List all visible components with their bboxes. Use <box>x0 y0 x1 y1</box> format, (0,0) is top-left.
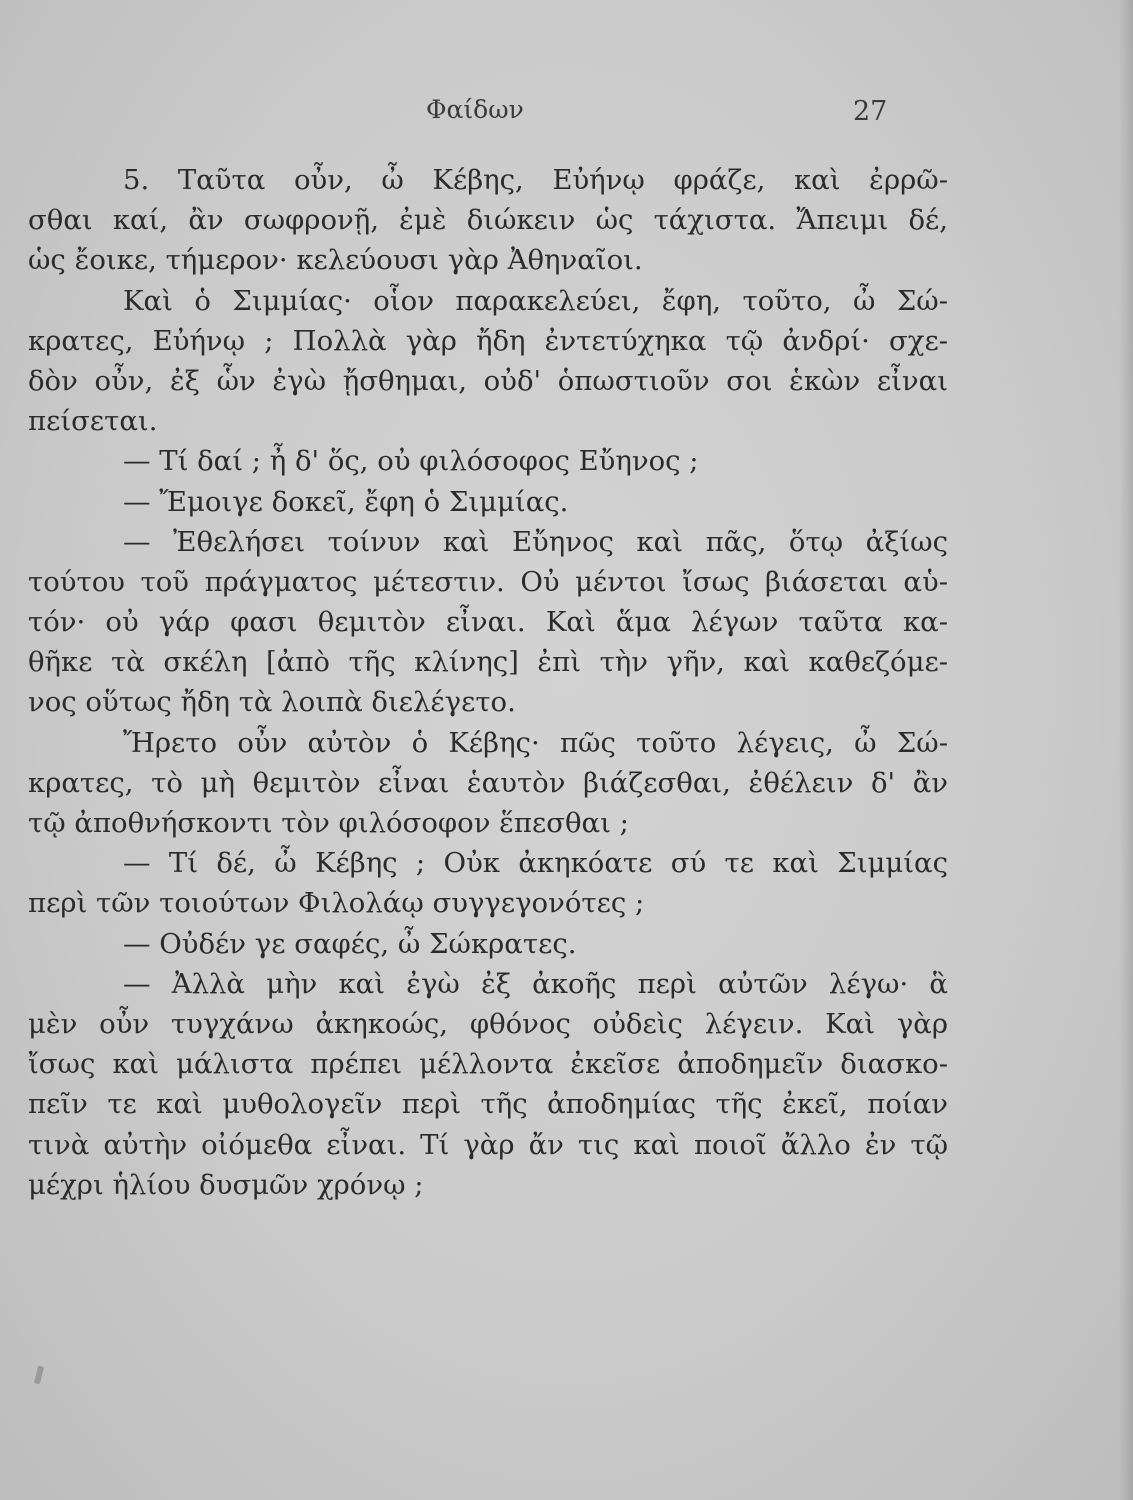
text-line: τούτου τοῦ πράγματος μέτεστιν. Οὐ μέντοι ἴσως βιάσεται αὑ- <box>28 565 948 598</box>
text-line: — Ἔμοιγε δοκεῖ, ἔφη ὁ Σιμμίας. <box>123 485 569 518</box>
page-edge-shadow <box>1119 0 1133 1500</box>
text-line: μέχρι ἡλίου δυσμῶν χρόνῳ ; <box>28 1168 424 1201</box>
text-line: τῷ ἀποθνήσκοντι τὸν φιλόσοφον ἕπεσθαι ; <box>28 807 629 839</box>
text-line: 5. Ταῦτα οὖν, ὦ Κέβης, Εὐήνῳ φράζε, καὶ ἐρρῶ- <box>123 164 948 196</box>
text-line: τινὰ αὐτὴν οἰόμεθα εἶναι. Τί γὰρ ἄν τις καὶ ποιοῖ ἄλλο ἐν τῷ <box>28 1128 948 1161</box>
text-line: δὸν οὖν, ἐξ ὧν ἐγὼ ᾔσθημαι, οὐδ' ὁπωστιοῦν σοι ἑκὼν εἶναι <box>28 364 948 397</box>
text-line: σθαι καί, ἂν σωφρονῇ, ἐμὲ διώκειν ὡς τάχιστα. Ἄπειμι δέ, <box>28 204 948 237</box>
text-line: μὲν οὖν τυγχάνω ἀκηκοώς, φθόνος οὐδεὶς λέγειν. Καὶ γὰρ <box>28 1007 948 1040</box>
text-line: κρατες, τὸ μὴ θεμιτὸν εἶναι ἑαυτὸν βιάζεσθαι, ἐθέλειν δ' ἂν <box>28 766 948 799</box>
text-line: ὡς ἔοικε, τήμερον· κελεύουσι γὰρ Ἀθηναῖοι. <box>28 244 643 277</box>
text-line: — Τί δέ, ὦ Κέβης ; Οὐκ ἀκηκόατε σύ τε καὶ Σιμμίας <box>123 847 948 880</box>
text-line: νος οὕτως ἤδη τὰ λοιπὰ διελέγετο. <box>28 686 516 719</box>
ink-smudge <box>34 1366 44 1385</box>
text-line: πεῖν τε καὶ μυθολογεῖν περὶ τῆς ἀποδημίας τῆς ἐκεῖ, ποίαν <box>28 1088 948 1121</box>
text-line: Καὶ ὁ Σιμμίας· οἷον παρακελεύει, ἔφη, τοῦτο, ὦ Σώ- <box>123 284 948 317</box>
text-line: Ἤρετο οὖν αὐτὸν ὁ Κέβης· πῶς τοῦτο λέγεις, ὦ Σώ- <box>123 726 948 759</box>
text-line: — Ἀλλὰ μὴν καὶ ἐγὼ ἐξ ἀκοῆς περὶ αὐτῶν λέγω· ἃ <box>123 967 948 1000</box>
page-number: 27 <box>853 96 888 127</box>
body-text <box>28 160 948 1205</box>
text-line: τόν· οὐ γάρ φασι θεμιτὸν εἶναι. Καὶ ἅμα λέγων ταῦτα κα- <box>28 606 948 639</box>
text-line: — Τί δαί ; ἦ δ' ὅς, οὐ φιλόσοφος Εὔηνος ; <box>123 445 699 478</box>
text-line: — Ἐθελήσει τοίνυν καὶ Εὔηνος καὶ πᾶς, ὅτῳ ἀξίως <box>123 525 948 558</box>
running-title: Φαίδων <box>426 95 524 124</box>
text-line: πείσεται. <box>28 405 158 438</box>
text-line: περὶ τῶν τοιούτων Φιλολάῳ συγγεγονότες ; <box>28 887 645 920</box>
text-line: κρατες, Εὐήνῳ ; Πολλὰ γὰρ ἤδη ἐντετύχηκα τῷ ἀνδρί· σχε- <box>28 324 948 357</box>
text-line: θῆκε τὰ σκέλη [ἀπὸ τῆς κλίνης] ἐπὶ τὴν γῆν, καὶ καθεζόμε- <box>28 646 948 679</box>
text-line: — Οὐδέν γε σαφές, ὦ Σώκρατες. <box>123 927 577 960</box>
text-line: ἴσως καὶ μάλιστα πρέπει μέλλοντα ἐκεῖσε ἀποδημεῖν διασκο- <box>28 1048 948 1081</box>
